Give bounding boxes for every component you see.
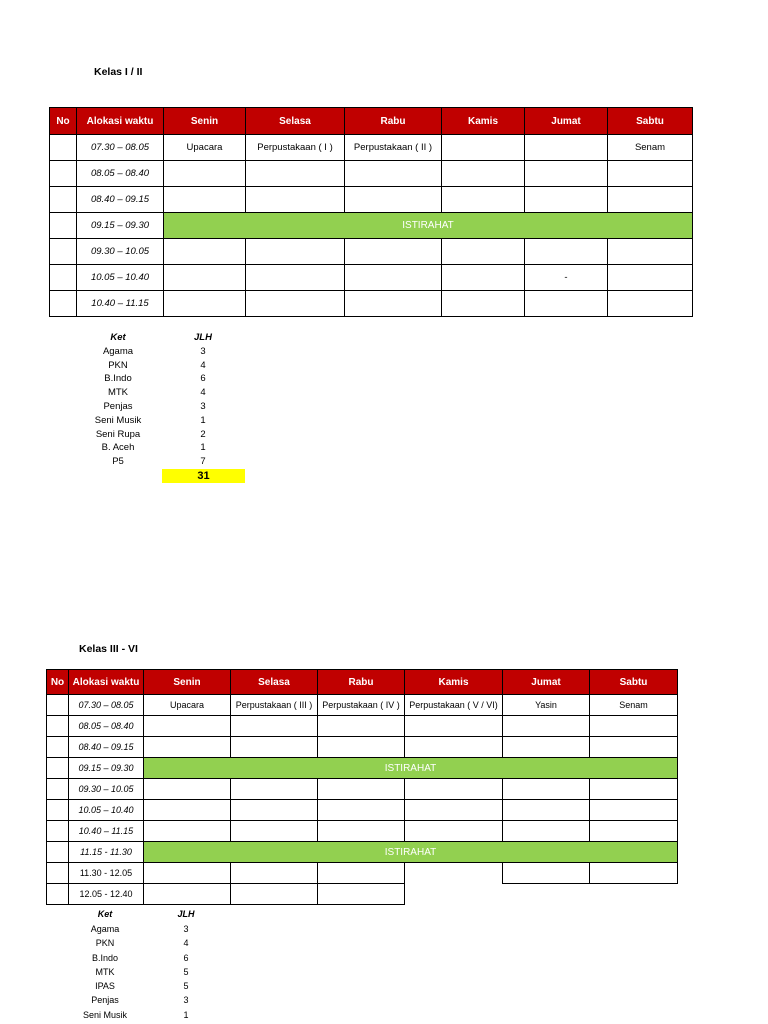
- table-row: [47, 695, 678, 716]
- subject-name: PKN: [95, 938, 115, 948]
- jlh-header: JLH: [194, 332, 212, 343]
- cell-selasa: [231, 779, 318, 800]
- class-2-title: Kelas III - VI: [79, 643, 138, 655]
- subject-hours: 3: [183, 924, 189, 934]
- ket-header: Ket: [110, 332, 126, 343]
- header-no: No: [47, 670, 69, 695]
- cell-jumat: [503, 737, 590, 758]
- cell-sabtu: [608, 187, 693, 213]
- cell-sabtu: [608, 161, 693, 187]
- subject-name: Penjas: [103, 401, 133, 412]
- row-number: [47, 863, 69, 884]
- subject-hours: 5: [183, 966, 189, 977]
- subject-name: Seni Musik: [94, 414, 142, 426]
- table-row: [47, 737, 678, 758]
- cell-selasa: [231, 884, 318, 905]
- time-slot: 10.40 – 11.15: [69, 821, 144, 842]
- cell-senin: [144, 884, 231, 905]
- subject-hours: 1: [200, 414, 206, 426]
- schedule-table-class-1: [49, 107, 693, 317]
- cell-rabu: [318, 737, 405, 758]
- cell-jumat: [525, 161, 608, 187]
- time-slot: 09.15 – 09.30: [77, 213, 164, 239]
- cell-senin: [164, 161, 246, 187]
- cell-jumat: [525, 135, 608, 161]
- cell-jumat: Yasin: [503, 695, 590, 716]
- row-number: [47, 779, 69, 800]
- time-slot: 12.05 - 12.40: [69, 884, 144, 905]
- cell-rabu: [318, 821, 405, 842]
- cell-sabtu: [608, 265, 693, 291]
- cell-sabtu: [590, 800, 678, 821]
- header-selasa: Selasa: [231, 670, 318, 695]
- time-slot: 09.15 – 09.30: [69, 758, 144, 779]
- cell-sabtu: Senam: [590, 695, 678, 716]
- row-number: [47, 800, 69, 821]
- cell-selasa: [231, 737, 318, 758]
- table-row: [47, 779, 678, 800]
- row-number: [47, 737, 69, 758]
- header-selasa: Selasa: [246, 108, 345, 135]
- header-jumat: Jumat: [525, 108, 608, 135]
- row-number: [47, 821, 69, 842]
- subject-hours: 1: [183, 1009, 189, 1020]
- cell-kamis: [442, 239, 525, 265]
- cell-empty: [405, 884, 503, 905]
- row-number: [50, 135, 77, 161]
- jlh-header: JLH: [177, 909, 195, 919]
- table-row: [47, 863, 678, 884]
- row-number: [50, 213, 77, 239]
- cell-sabtu: [590, 779, 678, 800]
- schedule-table-class-2: [46, 669, 678, 905]
- cell-senin: Upacara: [144, 695, 231, 716]
- row-number: [50, 291, 77, 317]
- cell-senin: [144, 863, 231, 884]
- table-header-row: [50, 108, 693, 135]
- time-slot: 09.30 – 10.05: [77, 239, 164, 265]
- total-hours-class-1: 31: [162, 469, 245, 483]
- cell-senin: [144, 800, 231, 821]
- subject-hours: 3: [200, 401, 206, 412]
- cell-empty: [590, 884, 678, 905]
- table-row: [50, 239, 693, 265]
- header-jumat: Jumat: [503, 670, 590, 695]
- cell-rabu: [318, 716, 405, 737]
- cell-selasa: [246, 187, 345, 213]
- subject-hours: 2: [200, 428, 206, 440]
- row-number: [50, 161, 77, 187]
- time-slot: 08.05 – 08.40: [69, 716, 144, 737]
- subject-name: MTK: [95, 966, 115, 977]
- table-row: [50, 187, 693, 213]
- subject-name: MTK: [107, 387, 129, 399]
- time-slot: 08.05 – 08.40: [77, 161, 164, 187]
- cell-selasa: Perpustakaan ( I ): [246, 135, 345, 161]
- time-slot: 07.30 – 08.05: [77, 135, 164, 161]
- cell-rabu: [318, 863, 405, 884]
- cell-kamis: [405, 821, 503, 842]
- cell-kamis: [442, 265, 525, 291]
- subject-hours: 3: [183, 995, 189, 1005]
- cell-senin: [144, 821, 231, 842]
- cell-kamis: [405, 800, 503, 821]
- break-label: ISTIRAHAT: [164, 213, 693, 239]
- subject-name: Seni Rupa: [95, 428, 141, 440]
- cell-rabu: [318, 884, 405, 905]
- cell-jumat: [525, 291, 608, 317]
- subject-name: Seni Musik: [82, 1009, 127, 1020]
- header-time: Alokasi waktu: [77, 108, 164, 135]
- cell-selasa: [246, 291, 345, 317]
- row-number: [50, 239, 77, 265]
- cell-selasa: [246, 239, 345, 265]
- cell-rabu: [345, 291, 442, 317]
- cell-jumat: [503, 821, 590, 842]
- cell-kamis-empty: [405, 863, 503, 884]
- break-label: ISTIRAHAT: [144, 842, 678, 863]
- header-senin: Senin: [144, 670, 231, 695]
- subject-name: PKN: [108, 359, 128, 371]
- table-header-row: [47, 670, 678, 695]
- cell-selasa: [231, 716, 318, 737]
- cell-sabtu: [590, 737, 678, 758]
- cell-rabu: Perpustakaan ( IV ): [318, 695, 405, 716]
- cell-rabu: [318, 779, 405, 800]
- row-number: [47, 884, 69, 905]
- table-row: [47, 716, 678, 737]
- cell-rabu: [345, 187, 442, 213]
- cell-selasa: [231, 800, 318, 821]
- cell-kamis: [442, 291, 525, 317]
- header-rabu: Rabu: [318, 670, 405, 695]
- row-number: [47, 695, 69, 716]
- subject-hours-list-class-2: [70, 907, 240, 1024]
- time-slot: 10.05 – 10.40: [69, 800, 144, 821]
- subject-hours: 6: [200, 373, 206, 385]
- header-kamis: Kamis: [405, 670, 503, 695]
- cell-selasa: [231, 863, 318, 884]
- subject-name: B.Indo: [104, 373, 132, 385]
- break-row: [47, 842, 678, 863]
- cell-rabu: [345, 239, 442, 265]
- cell-senin: [164, 265, 246, 291]
- header-time: Alokasi waktu: [69, 670, 144, 695]
- cell-kamis: [405, 716, 503, 737]
- cell-sabtu: Senam: [608, 135, 693, 161]
- cell-jumat: [503, 716, 590, 737]
- table-row: [50, 161, 693, 187]
- header-sabtu: Sabtu: [590, 670, 678, 695]
- time-slot: 10.40 – 11.15: [77, 291, 164, 317]
- cell-rabu: [318, 800, 405, 821]
- subject-hours: 3: [200, 345, 206, 357]
- subject-hours: 4: [200, 359, 206, 371]
- cell-rabu: Perpustakaan ( II ): [345, 135, 442, 161]
- cell-senin: [144, 737, 231, 758]
- cell-senin: [144, 779, 231, 800]
- row-number: [50, 187, 77, 213]
- header-senin: Senin: [164, 108, 246, 135]
- cell-jumat: [525, 187, 608, 213]
- subject-name: IPAS: [95, 981, 115, 991]
- subject-name: B. Aceh: [101, 442, 135, 454]
- subject-name: Agama: [102, 345, 134, 357]
- cell-sabtu: [608, 291, 693, 317]
- time-slot: 11.30 - 12.05: [69, 863, 144, 884]
- subject-hours: 6: [183, 952, 189, 963]
- time-slot: 11.15 - 11.30: [69, 842, 144, 863]
- cell-selasa: Perpustakaan ( III ): [231, 695, 318, 716]
- row-number: [47, 842, 69, 863]
- table-row: [50, 265, 693, 291]
- cell-jumat: -: [525, 265, 608, 291]
- cell-empty: [503, 884, 590, 905]
- subject-hours: 4: [183, 938, 189, 948]
- cell-jumat: [525, 239, 608, 265]
- time-slot: 08.40 – 09.15: [77, 187, 164, 213]
- cell-sabtu: [590, 716, 678, 737]
- cell-sabtu: [608, 239, 693, 265]
- row-number: [50, 265, 77, 291]
- header-sabtu: Sabtu: [608, 108, 693, 135]
- cell-kamis: [442, 187, 525, 213]
- row-number: [47, 758, 69, 779]
- cell-kamis: [405, 779, 503, 800]
- cell-jumat: [503, 800, 590, 821]
- header-kamis: Kamis: [442, 108, 525, 135]
- row-number: [47, 716, 69, 737]
- cell-sabtu: [590, 821, 678, 842]
- time-slot: 09.30 – 10.05: [69, 779, 144, 800]
- cell-rabu: [345, 161, 442, 187]
- break-row: [50, 213, 693, 239]
- time-slot: 07.30 – 08.05: [69, 695, 144, 716]
- cell-rabu: [345, 265, 442, 291]
- break-label: ISTIRAHAT: [144, 758, 678, 779]
- cell-jumat: [503, 863, 590, 884]
- time-slot: 08.40 – 09.15: [69, 737, 144, 758]
- time-slot: 10.05 – 10.40: [77, 265, 164, 291]
- subject-hours: 5: [183, 981, 189, 991]
- subject-hours: 7: [200, 456, 206, 468]
- subject-hours: 4: [200, 387, 206, 399]
- cell-senin: [144, 716, 231, 737]
- header-rabu: Rabu: [345, 108, 442, 135]
- subject-hours: 1: [200, 442, 206, 454]
- cell-senin: [164, 291, 246, 317]
- cell-selasa: [231, 821, 318, 842]
- cell-selasa: [246, 265, 345, 291]
- cell-senin: [164, 239, 246, 265]
- table-row: [47, 800, 678, 821]
- cell-selasa: [246, 161, 345, 187]
- cell-senin: Upacara: [164, 135, 246, 161]
- subject-name: B.Indo: [91, 952, 119, 963]
- cell-jumat: [503, 779, 590, 800]
- table-row: [50, 135, 693, 161]
- cell-kamis: [405, 737, 503, 758]
- table-row: [47, 884, 678, 905]
- subject-name: P5: [112, 456, 124, 468]
- cell-senin: [164, 187, 246, 213]
- cell-kamis: [442, 135, 525, 161]
- header-no: No: [50, 108, 77, 135]
- subject-name: Penjas: [91, 995, 119, 1005]
- cell-kamis: [442, 161, 525, 187]
- subject-hours-list-class-1: [83, 331, 253, 491]
- subject-name: Agama: [90, 924, 120, 934]
- table-row: [47, 821, 678, 842]
- class-1-title: Kelas I / II: [94, 66, 143, 78]
- ket-header: Ket: [97, 909, 113, 919]
- table-row: [50, 291, 693, 317]
- cell-kamis: Perpustakaan ( V / VI): [405, 695, 503, 716]
- break-row: [47, 758, 678, 779]
- cell-sabtu: [590, 863, 678, 884]
